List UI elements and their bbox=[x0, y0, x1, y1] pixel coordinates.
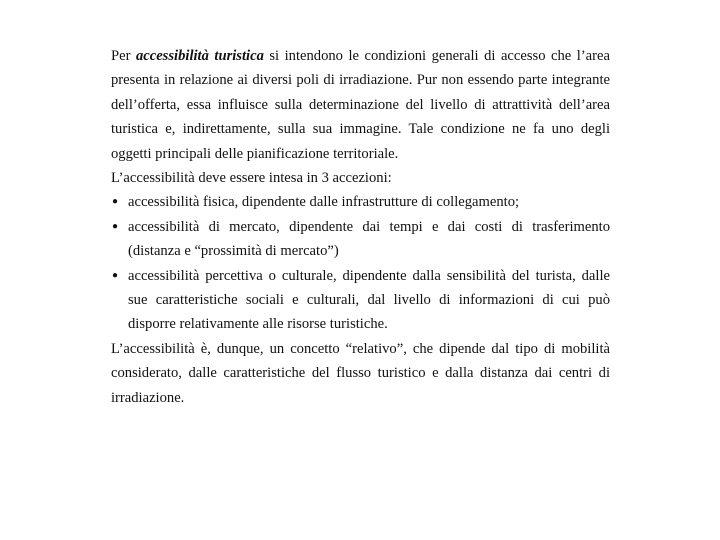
intro-rest: si intendono le condizioni generali di accesso che l’area presenta in relazione ai diversi poli di irradiazione. Pur non essendo parte integrante dell’offerta, essa influisce sulla determinazione del livello di attrattività dell’area turistica e, indirettamente, sulla sua immagine. Tale condizione ne fa uno degli oggetti principali delle pianificazione territoriale. bbox=[111, 48, 610, 162]
list-item-text: accessibilità fisica, dipendente dalle infrastrutture di collegamento; bbox=[128, 194, 520, 211]
bullet-icon: ● bbox=[112, 269, 119, 281]
intro-lead: Per bbox=[111, 48, 136, 64]
list-item-text: accessibilità percettiva o culturale, dipendente dalla sensibilità del turista, dalle sue caratteristiche sociali e culturali, dal livello di informazioni di cui può disporre relativamente alle risorse turistiche. bbox=[128, 267, 610, 333]
list-item bbox=[111, 190, 610, 214]
list-item bbox=[111, 215, 610, 264]
key-term: accessibilità turistica bbox=[135, 48, 264, 64]
document-page bbox=[111, 44, 610, 410]
bullet-icon: ● bbox=[112, 220, 119, 232]
bullet-icon: ● bbox=[112, 196, 119, 208]
intro-paragraph bbox=[111, 44, 610, 166]
accezioni-list bbox=[111, 190, 610, 336]
list-item bbox=[111, 264, 610, 337]
list-intro: L’accessibilità deve essere intesa in 3 accezioni: bbox=[111, 170, 392, 187]
list-item-text: accessibilità di mercato, dipendente dai tempi e dai costi di trasferimento (distanza e “prossimità di mercato”) bbox=[128, 218, 610, 260]
conclusion-paragraph: L’accessibilità è, dunque, un concetto “relativo”, che dipende dal tipo di mobilità considerato, dalle caratteristiche del flusso turistico e dalla distanza dai centri di irradiazione. bbox=[111, 340, 610, 406]
